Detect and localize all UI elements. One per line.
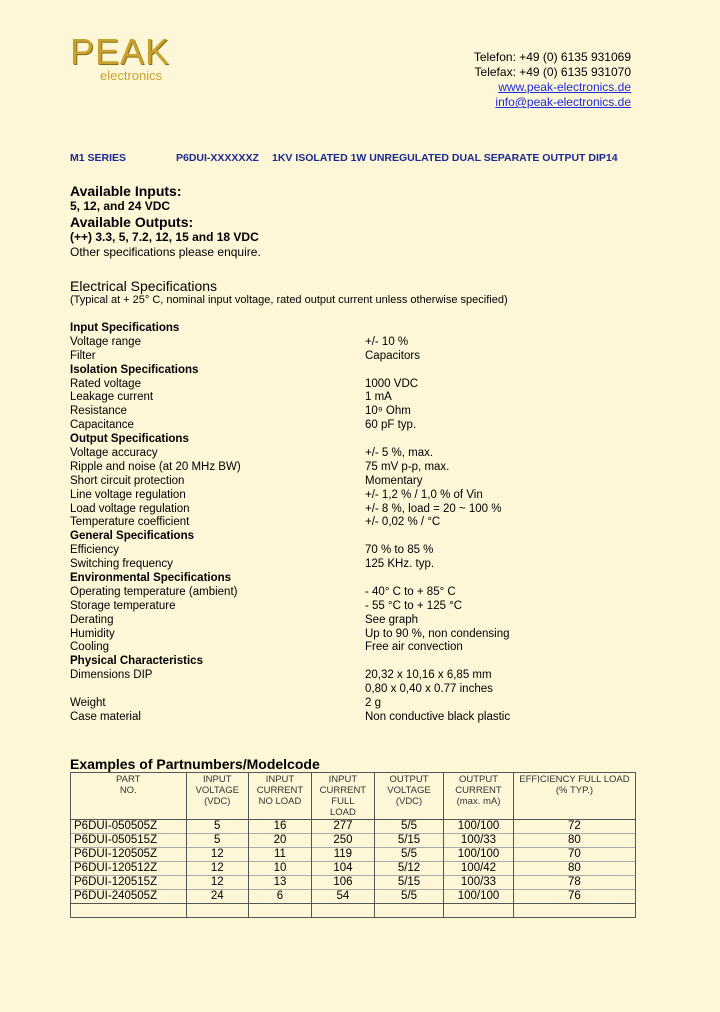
spec-section-title: General Specifications (70, 530, 194, 543)
spec-row (70, 391, 630, 405)
table-cell: 5/5 (374, 820, 443, 834)
spec-row (70, 683, 630, 697)
spec-row (70, 447, 630, 461)
spec-label: Derating (70, 613, 114, 626)
spec-section-heading (70, 322, 630, 336)
column-header (71, 773, 187, 820)
spec-section-heading (70, 433, 630, 447)
spec-label: Voltage accuracy (70, 447, 158, 460)
column-header-line: EFFICIENCY FULL LOAD (519, 774, 630, 785)
spec-row (70, 336, 630, 350)
column-header (444, 773, 514, 820)
table-cell: 76 (513, 890, 635, 904)
part-number-cell: P6DUI-120505Z (71, 848, 187, 862)
spec-row (70, 586, 630, 600)
spec-row (70, 669, 630, 683)
table-cell: 250 (311, 834, 374, 848)
column-header-line: CURRENT (256, 785, 304, 796)
table-cell (249, 904, 312, 918)
spec-row (70, 489, 630, 503)
series-description: 1KV ISOLATED 1W UNREGULATED DUAL SEPARATE OUTPUT DIP14 (272, 152, 618, 164)
spec-value: 10⁹ Ohm (365, 405, 411, 418)
column-header (374, 773, 443, 820)
spec-value: +/- 1,2 % / 1,0 % of Vin (365, 488, 483, 501)
column-header (186, 773, 248, 820)
series-code: P6DUI-XXXXXXZ (176, 152, 259, 164)
spec-value: 60 pF typ. (365, 419, 417, 432)
table-cell: 100/33 (444, 876, 514, 890)
spec-value: 1 mA (365, 391, 392, 404)
table-cell: 78 (513, 876, 635, 890)
outputs-title: Available Outputs: (70, 214, 194, 230)
other-specs-note: Other specifications please enquire. (70, 245, 261, 259)
spec-label: Efficiency (70, 544, 120, 557)
table-cell: 10 (249, 862, 312, 876)
empty-table-row (71, 904, 636, 918)
column-header-line: FULL (331, 796, 355, 807)
table-cell: 277 (311, 820, 374, 834)
inputs-title: Available Inputs: (70, 183, 182, 199)
table-cell: 16 (249, 820, 312, 834)
spec-section-title: Isolation Specifications (70, 363, 199, 376)
spec-label: Cooling (70, 641, 109, 654)
column-header-line: OUTPUT (389, 774, 429, 785)
spec-section-heading (70, 364, 630, 378)
electrical-title: Electrical Specifications (70, 278, 218, 294)
part-number-cell: P6DUI-120512Z (71, 862, 187, 876)
spec-value: Momentary (365, 474, 423, 487)
column-header-line: NO LOAD (258, 796, 302, 807)
spec-section-heading (70, 572, 630, 586)
table-cell: 5 (186, 834, 248, 848)
table-cell: 100/100 (444, 820, 514, 834)
column-header-line: INPUT (203, 774, 232, 785)
table-cell: 70 (513, 848, 635, 862)
spec-row (70, 600, 630, 614)
table-cell: 12 (186, 876, 248, 890)
spec-label: Load voltage regulation (70, 502, 190, 515)
spec-value: 0,80 x 0,40 x 0.77 inches (365, 683, 493, 696)
table-row (71, 876, 636, 890)
spec-section-title: Output Specifications (70, 433, 189, 446)
table-cell (513, 904, 635, 918)
column-header-line: INPUT (328, 774, 358, 785)
spec-value: +/- 0,02 % / °C (365, 516, 441, 529)
series-header (70, 152, 618, 164)
spec-label: Rated voltage (70, 377, 141, 390)
table-cell: 12 (186, 848, 248, 862)
spec-row (70, 516, 630, 530)
column-header (513, 773, 635, 820)
table-cell: 5/15 (374, 834, 443, 848)
column-header-line: (VDC) (395, 796, 423, 807)
spec-section-title: Physical Characteristics (70, 655, 203, 668)
column-header-line: PART (116, 774, 141, 785)
part-number-cell: P6DUI-050505Z (71, 820, 187, 834)
table-cell: 100/33 (444, 834, 514, 848)
table-cell (186, 904, 248, 918)
table-header-row (71, 773, 636, 820)
column-header-line: (% TYP.) (555, 785, 593, 796)
inputs-value: 5, 12, and 24 VDC (70, 199, 171, 213)
electrical-note: (Typical at + 25° C, nominal input voltage, rated output current unless otherwise specified) (70, 294, 508, 306)
spec-value: Free air convection (365, 641, 463, 654)
logo-subtitle: electronics (100, 68, 163, 83)
table-cell: 5/12 (374, 862, 443, 876)
spec-row (70, 544, 630, 558)
table-cell: 11 (249, 848, 312, 862)
table-cell: 5/5 (374, 848, 443, 862)
table-row (71, 848, 636, 862)
spec-row (70, 614, 630, 628)
spec-row (70, 697, 630, 711)
spec-section-title: Environmental Specifications (70, 572, 232, 585)
table-cell: 106 (311, 876, 374, 890)
logo-wordmark: PEAK (70, 31, 171, 72)
spec-list (70, 322, 630, 725)
table-cell: 104 (311, 862, 374, 876)
spec-section-heading (70, 530, 630, 544)
column-header (249, 773, 312, 820)
column-header-line: LOAD (329, 807, 356, 818)
spec-value: - 40° C to + 85° C (365, 585, 456, 598)
spec-label: Storage temperature (70, 599, 176, 612)
spec-value: 20,32 x 10,16 x 6,85 mm (365, 669, 492, 682)
table-row (71, 890, 636, 904)
spec-label: Switching frequency (70, 558, 173, 571)
column-header-line: VOLTAGE (195, 785, 239, 796)
column-header-line: OUTPUT (458, 774, 499, 785)
spec-value: +/- 5 %, max. (365, 447, 434, 460)
fax-number: Telefax: +49 (0) 6135 931070 (474, 65, 631, 79)
spec-value: - 55 °C to + 125 °C (365, 599, 463, 612)
spec-section-title: Input Specifications (70, 322, 180, 334)
column-header-line: NO. (119, 785, 137, 796)
column-header-line: INPUT (265, 774, 295, 785)
part-number-cell: P6DUI-120515Z (71, 876, 187, 890)
table-row (71, 862, 636, 876)
column-header-line: CURRENT (455, 785, 502, 796)
table-row (71, 820, 636, 834)
table-cell (71, 904, 187, 918)
spec-label: Short circuit protection (70, 474, 185, 487)
spec-label: Operating temperature (ambient) (70, 585, 238, 598)
column-header-line: VOLTAGE (387, 785, 431, 796)
spec-value: 2 g (365, 697, 381, 710)
table-cell: 72 (513, 820, 635, 834)
table-cell: 6 (249, 890, 312, 904)
table-cell: 24 (186, 890, 248, 904)
spec-label: Temperature coefficient (70, 516, 190, 529)
spec-label: Filter (70, 349, 96, 362)
table-cell: 80 (513, 862, 635, 876)
spec-row (70, 475, 630, 489)
column-header (311, 773, 374, 820)
spec-row (70, 350, 630, 364)
spec-value: 1000 VDC (365, 377, 419, 390)
spec-value: Up to 90 %, non condensing (365, 627, 510, 640)
spec-value: +/- 8 %, load = 20 ~ 100 % (365, 502, 502, 515)
spec-row (70, 711, 630, 725)
phone-number: Telefon: +49 (0) 6135 931069 (473, 50, 631, 64)
spec-value: 70 % to 85 % (365, 544, 434, 557)
table-cell: 54 (311, 890, 374, 904)
spec-label: Line voltage regulation (70, 488, 186, 501)
table-cell (444, 904, 514, 918)
spec-row (70, 461, 630, 475)
table-cell: 100/100 (444, 848, 514, 862)
spec-label: Capacitance (70, 419, 134, 432)
partnumbers-table (70, 772, 636, 918)
spec-row (70, 405, 630, 419)
spec-label: Case material (70, 710, 141, 723)
table-cell: 12 (186, 862, 248, 876)
table-cell (374, 904, 443, 918)
spec-row (70, 628, 630, 642)
spec-value: 75 mV p-p, max. (365, 460, 450, 473)
part-number-cell: P6DUI-050515Z (71, 834, 187, 848)
table-cell: 5/15 (374, 876, 443, 890)
table-cell: 119 (311, 848, 374, 862)
column-header-line: (max. mA) (456, 796, 501, 807)
spec-label: Dimensions DIP (70, 669, 153, 682)
website-link[interactable]: www.peak-electronics.de (498, 80, 631, 94)
table-cell: 100/42 (444, 862, 514, 876)
spec-label: Weight (70, 697, 106, 710)
spec-label: Voltage range (70, 335, 141, 348)
outputs-value: (++) 3.3, 5, 7.2, 12, 15 and 18 VDC (70, 230, 259, 244)
spec-value: Capacitors (365, 349, 420, 362)
table-row (71, 834, 636, 848)
table-cell: 100/100 (444, 890, 514, 904)
spec-row (70, 419, 630, 433)
series-name: M1 SERIES (70, 152, 127, 164)
table-cell: 5 (186, 820, 248, 834)
spec-value: 125 KHz. typ. (365, 558, 435, 571)
table-cell: 5/5 (374, 890, 443, 904)
contact-block (474, 50, 631, 110)
spec-row (70, 641, 630, 655)
spec-value: See graph (365, 613, 419, 626)
column-header-line: (VDC) (204, 796, 231, 807)
table-cell: 20 (249, 834, 312, 848)
company-logo (70, 31, 171, 83)
spec-label: Humidity (70, 627, 115, 640)
spec-label: Leakage current (70, 391, 154, 404)
table-cell: 80 (513, 834, 635, 848)
spec-value: +/- 10 % (365, 335, 409, 348)
spec-label: Ripple and noise (at 20 MHz BW) (70, 460, 241, 473)
spec-row (70, 503, 630, 517)
spec-label: Resistance (70, 405, 127, 418)
column-header-line: CURRENT (319, 785, 367, 796)
spec-value: Non conductive black plastic (365, 710, 511, 723)
email-link[interactable]: info@peak-electronics.de (495, 95, 631, 109)
spec-row (70, 558, 630, 572)
part-number-cell: P6DUI-240505Z (71, 890, 187, 904)
table-cell (311, 904, 374, 918)
availability-section (70, 183, 630, 260)
table-cell: 13 (249, 876, 312, 890)
examples-title: Examples of Partnumbers/Modelcode (70, 756, 320, 772)
spec-row (70, 378, 630, 392)
spec-section-heading (70, 655, 630, 669)
